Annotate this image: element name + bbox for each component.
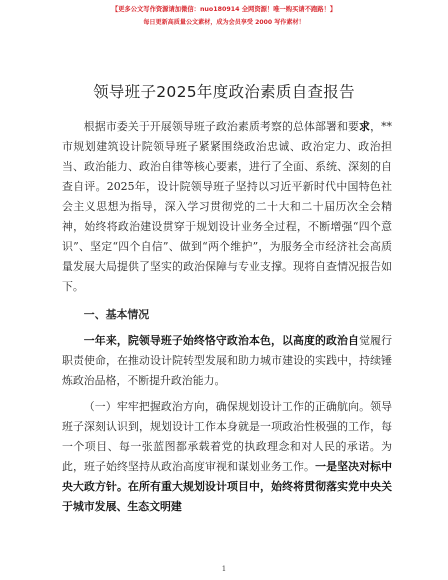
political-direction-bold: 一是坚决对标中央大政方针。在所有重大规划设计项目中，始终将贯彻落实党中央关于城市发展、生态文明建 [62,460,392,513]
page-number: 1 [221,565,227,573]
summary-bold-lead: 一年来，院领导班子始终恪守政治本色，以高度的政治自 [83,334,360,347]
promo-banner-line-1: 【更多公文写作资源请加微信：nuo180914 全网资源！唯一购买请不跑路！】 [111,6,337,13]
intro-text-bold: 求 [359,120,371,133]
document-body [62,117,392,517]
promo-banner-line-2: 每日更新高质量公文素材，成为会员享受 2000 写作素材！ [143,19,305,26]
political-direction-text: （一）牢牢把握政治方向，确保规划设计工作的正确航向。领导班子深刻认识到，规划设计工作本身就是一项政治性极强的工作，每一个项目、每一张蓝图都承载着党的执政理念和对人民的承诺。为此，班子始终坚持从政治高度审视和谋划业务工作。 [62,400,392,473]
summary-paragraph [62,331,392,391]
document-title: 领导班子2025年度政治素质自查报告 [93,83,355,101]
promo-banner [0,3,448,29]
intro-text-1: 根据市委关于开展领导班子政治素质考察的总体部署和要 [83,120,360,133]
intro-text-2: ，**市规划建筑设计院领导班子紧紧围绕政治忠诚、政治定力、政治担当、政治能力、政治自律等核心要素，进行了全面、系统、深刻的自查自评。2025年，设计院领导班子坚持以习近平新时代中国特色社会主义思想为指导，深入学习贯彻党的二十大和二十届历次全会精神，始终将政治建设贯穿于规划设计业务全过程，不断增强“四个意识”、坚定“四个自信”、做到“两个维护”，为服务全市经济社会高质量发展大局提供了坚实的政治保障与专业支撑。现将自查情况报告如下。 [62,120,392,293]
political-direction-paragraph [62,397,392,517]
intro-paragraph [62,117,392,297]
section-heading-basic-situation: 一、基本情况 [83,308,150,321]
summary-text: 觉履行职责使命，在推动设计院转型发展和助力城市建设的实践中，持续锤炼政治品格，不断提升政治能力。 [62,334,392,387]
